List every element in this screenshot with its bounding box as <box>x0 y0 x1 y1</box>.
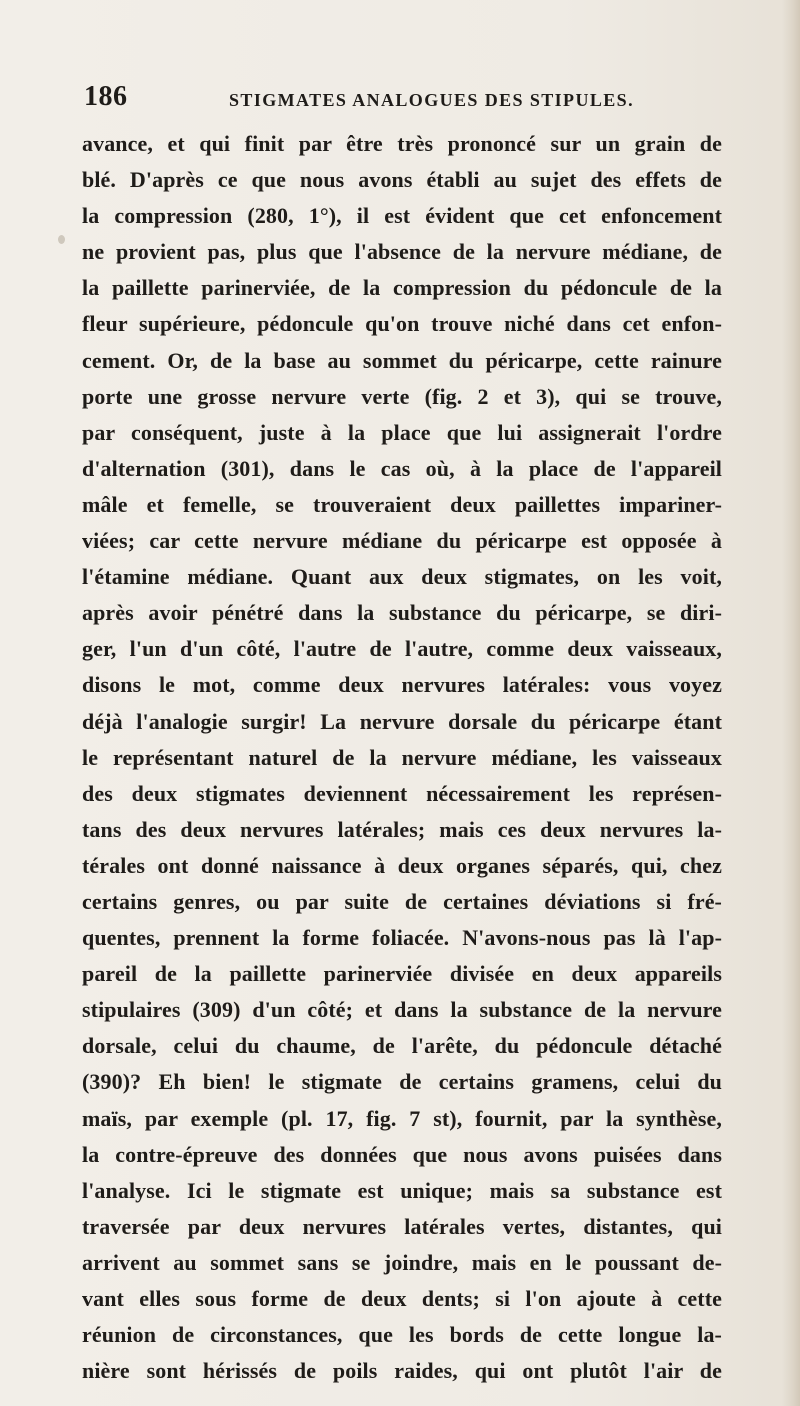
text-line: nière sont hérissés de poils raides, qui ont plutôt l'air de <box>82 1358 722 1384</box>
text-line: l'étamine médiane. Quant aux deux stigmates, on les voit, <box>82 564 722 590</box>
text-line: tans des deux nervures latérales; mais ces deux nervures la- <box>82 816 722 842</box>
text-line: par conséquent, juste à la place que lui assignerait l'ordre <box>82 419 722 445</box>
page-header <box>84 82 724 118</box>
text-line: disons le mot, comme deux nervures latérales: vous voyez <box>82 672 722 698</box>
text-line: stipulaires (309) d'un côté; et dans la substance de la nervure <box>82 997 722 1023</box>
text-line: blé. D'après ce que nous avons établi au sujet des effets de <box>82 167 722 193</box>
page-number: 186 <box>84 81 128 112</box>
text-line: quentes, prennent la forme foliacée. N'avons-nous pas là l'ap- <box>82 925 722 951</box>
text-line: avance, et qui finit par être très prononcé sur un grain de <box>82 131 722 156</box>
running-head: STIGMATES ANALOGUES DES STIPULES. <box>229 90 634 110</box>
text-line: fleur supérieure, pédoncule qu'on trouve niché dans cet enfon- <box>82 311 722 337</box>
text-line: d'alternation (301), dans le cas où, à la place de l'appareil <box>82 455 722 481</box>
text-line: (390)? Eh bien! le stigmate de certains gramens, celui du <box>82 1069 722 1095</box>
text-line: traversée par deux nervures latérales vertes, distantes, qui <box>82 1213 722 1239</box>
text-line: ne provient pas, plus que l'absence de la nervure médiane, de <box>82 239 722 265</box>
text-line: mâle et femelle, se trouveraient deux paillettes impariner- <box>82 491 722 517</box>
text-line: maïs, par exemple (pl. 17, fig. 7 st), fournit, par la synthèse, <box>82 1105 722 1131</box>
text-line: le représentant naturel de la nervure médiane, les vaisseaux <box>82 744 722 770</box>
text-line: des deux stigmates deviennent nécessairement les représen- <box>82 780 722 806</box>
text-line: l'analyse. Ici le stigmate est unique; mais sa substance est <box>82 1177 722 1203</box>
text-line: vant elles sous forme de deux dents; si l'on ajoute à cette <box>82 1286 722 1311</box>
text-line: pareil de la paillette parinerviée divisée en deux appareils <box>82 961 722 987</box>
body-text <box>82 126 722 1389</box>
text-line: déjà l'analogie surgir! La nervure dorsale du péricarpe étant <box>82 708 722 734</box>
text-line: la paillette parinerviée, de la compression du pédoncule de la <box>82 275 722 301</box>
text-line: la compression (280, 1°), il est évident que cet enfoncement <box>82 203 722 229</box>
text-line: arrivent au sommet sans se joindre, mais en le poussant de- <box>82 1249 722 1275</box>
text-line: porte une grosse nervure verte (fig. 2 et 3), qui se trouve, <box>82 383 722 409</box>
paper-speck <box>58 235 65 244</box>
text-line: après avoir pénétré dans la substance du péricarpe, se diri- <box>82 600 722 626</box>
text-line: la contre-épreuve des données que nous avons puisées dans <box>82 1141 722 1167</box>
page-edge-shadow <box>782 0 800 1406</box>
text-line: ger, l'un d'un côté, l'autre de l'autre, comme deux vaisseaux, <box>82 636 722 662</box>
text-line: cement. Or, de la base au sommet du péricarpe, cette rainure <box>82 347 722 373</box>
text-line: certains genres, ou par suite de certaines déviations si fré- <box>82 888 722 914</box>
text-line: viées; car cette nervure médiane du péricarpe est opposée à <box>82 528 722 554</box>
text-line: térales ont donné naissance à deux organes séparés, qui, chez <box>82 852 722 878</box>
text-line: dorsale, celui du chaume, de l'arête, du pédoncule détaché <box>82 1033 722 1059</box>
text-line: réunion de circonstances, que les bords de cette longue la- <box>82 1322 722 1348</box>
